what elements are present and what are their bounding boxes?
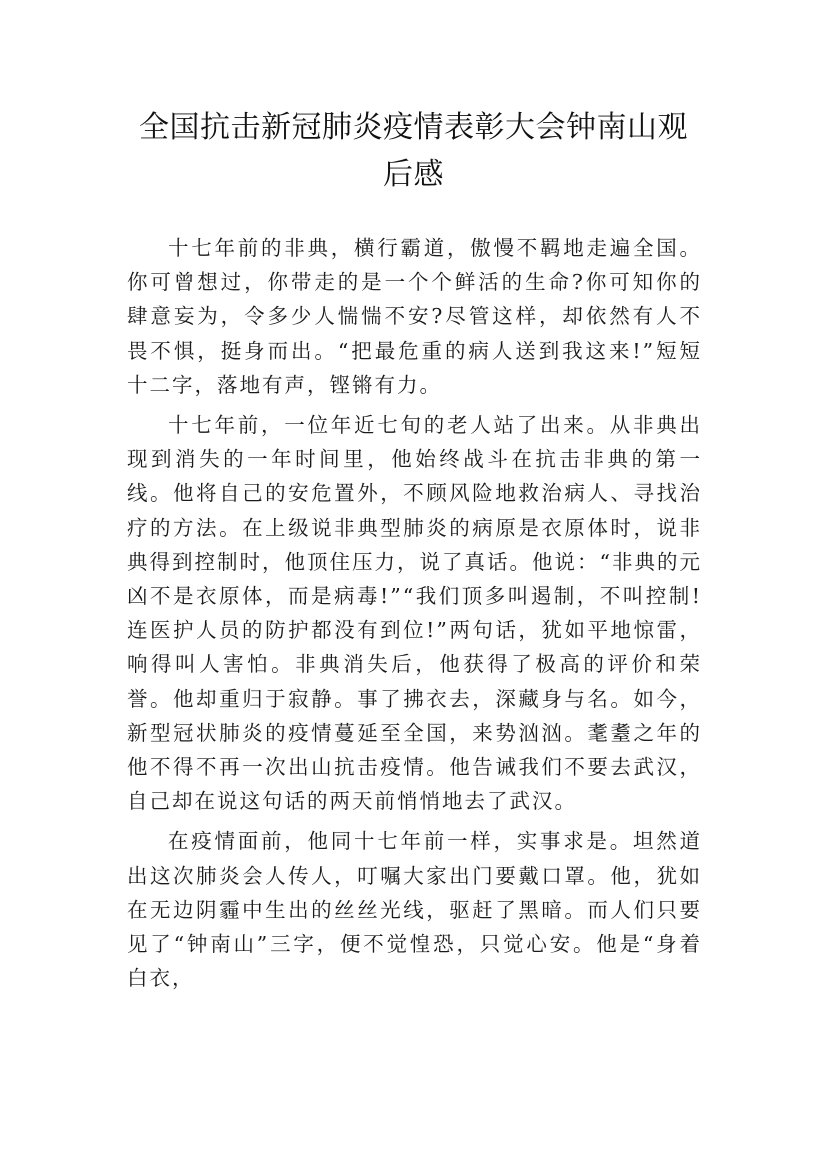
paragraph-3: 在疫情面前，他同十七年前一样，实事求是。坦然道出这次肺炎会人传人，叮嘱大家出门要戴口罩。他，犹如在无边阴霾中生出的丝丝光线，驱赶了黑暗。而人们只要见了“钟南山”三字，便不觉惶恐，只觉心安。他是“身着白衣， [127, 829, 702, 991]
title-line-1: 全国抗击新冠肺炎疫情表彰大会钟南山观 [139, 110, 688, 145]
document-body [127, 231, 702, 1001]
title-line-2: 后感 [383, 157, 444, 192]
paragraph-1: 十七年前的非典，横行霸道，傲慢不羁地走遍全国。你可曾想过，你带走的是一个个鲜活的生命?你可知你的肆意妄为，令多少人惴惴不安?尽管这样，却依然有人不畏不惧，挺身而出。“把最危重的病人送到我这来!”短短十二字，落地有声，铿锵有力。 [127, 236, 702, 397]
paragraph-2: 十七年前，一位年近七旬的老人站了出来。从非典出现到消失的一年时间里，他始终战斗在抗击非典的第一线。他将自己的安危置外，不顾风险地救治病人、寻找治疗的方法。在上级说非典型肺炎的病原是衣原体时，说非典得到控制时，他顶住压力，说了真话。他说：“非典的元凶不是衣原体，而是病毒!”“我们顶多叫遏制，不叫控制!连医护人员的防护都没有到位!”两句话，犹如平地惊雷，响得叫人害怕。非典消失后，他获得了极高的评价和荣誉。他却重归于寂静。事了拂衣去，深藏身与名。如今，新型冠状肺炎的疫情蔓延至全国，来势汹汹。耄耋之年的他不得不再一次出山抗击疫情。他告诫我们不要去武汉，自己却在说这句话的两天前悄悄地去了武汉。 [127, 413, 702, 814]
document-title [110, 104, 717, 198]
